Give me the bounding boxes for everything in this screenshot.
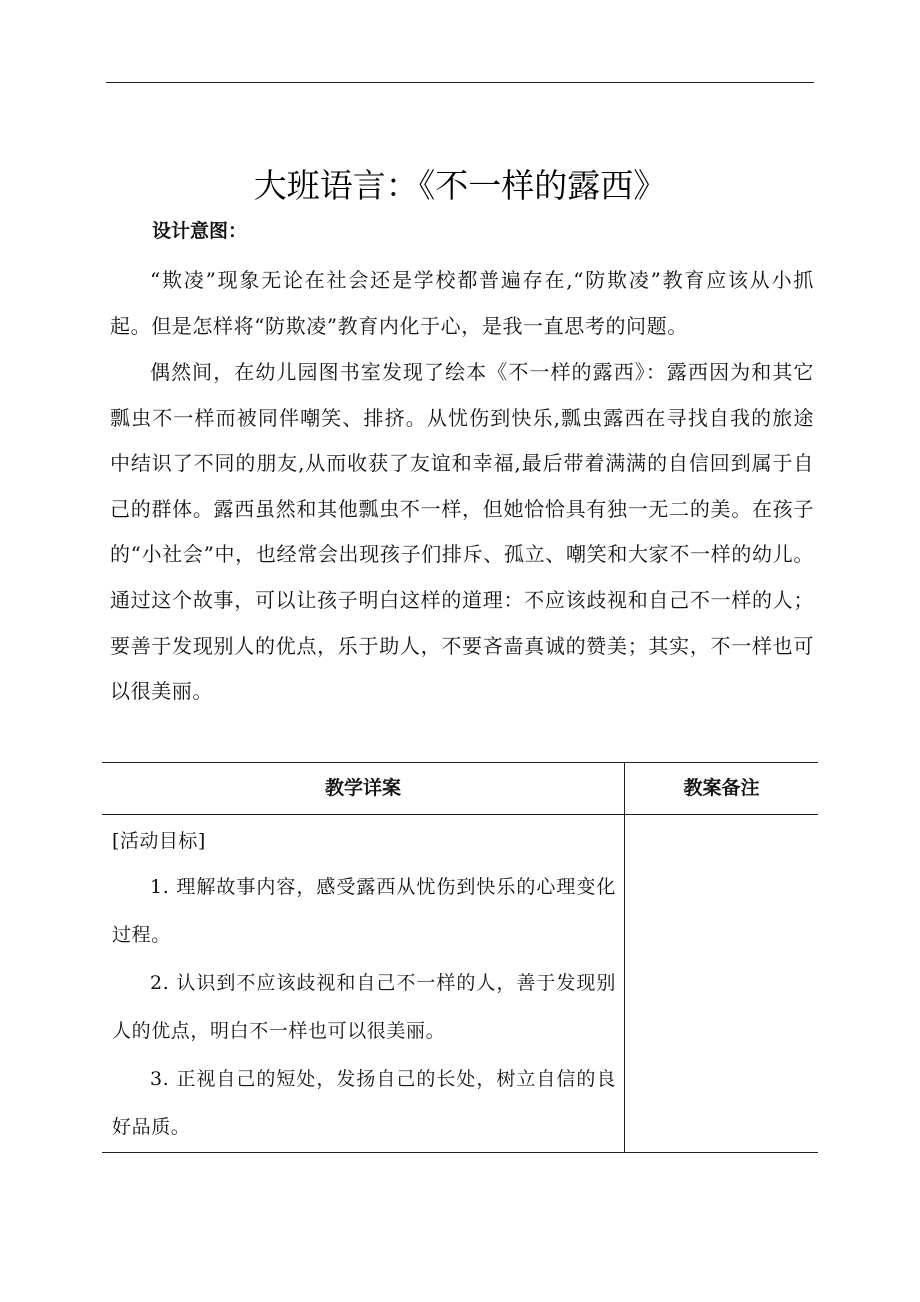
table-header-lesson-detail: 教学详案 <box>324 777 401 799</box>
goal-item: 1. 理解故事内容，感受露西从忧伤到快乐的心理变化过程。 <box>112 876 616 946</box>
lesson-notes-cell <box>632 821 812 841</box>
activity-goals-label: [活动目标] <box>112 830 206 852</box>
design-intent-heading: 设计意图： <box>152 220 248 242</box>
lesson-plan-table <box>102 762 818 1153</box>
document-title: 大班语言：《不一样的露西》 <box>253 166 667 205</box>
table-header-notes: 教案备注 <box>683 777 760 799</box>
goal-item: 2. 认识到不应该歧视和自己不一样的人，善于发现别人的优点，明白不一样也可以很美丽。 <box>112 972 616 1042</box>
table-header-rule <box>102 814 818 815</box>
column-divider <box>624 763 625 1152</box>
intro-paragraph: “欺凌”现象无论在社会还是学校都普遍存在,“防欺凌”教育应该从小抓起。但是怎样将“防欺凌”教育内化于心，是我一直思考的问题。 <box>110 268 814 338</box>
lesson-detail-cell <box>112 821 616 1151</box>
goal-item: 3. 正视自己的短处，发扬自己的长处，树立自信的良好品质。 <box>112 1068 616 1138</box>
story-paragraph: 偶然间，在幼儿园图书室发现了绘本《不一样的露西》：露西因为和其它瓢虫不一样而被同伴嘲笑、排挤。从忧伤到快乐,瓢虫露西在寻找自我的旅途中结识了不同的朋友,从而收获了友谊和幸福,最后带着满满的自信回到属于自己的群体。露西虽然和其他瓢虫不一样，但她恰恰具有独一无二的美。在孩子的“小社会”中，也经常会出现孩子们排斥、孤立、嘲笑和大家不一样的幼儿。通过这个故事，可以让孩子明白这样的道理：不应该歧视和自己不一样的人；要善于发现别人的优点，乐于助人，不要吝啬真诚的赞美；其实，不一样也可以很美丽。 <box>110 360 814 704</box>
header-rule <box>106 82 814 83</box>
